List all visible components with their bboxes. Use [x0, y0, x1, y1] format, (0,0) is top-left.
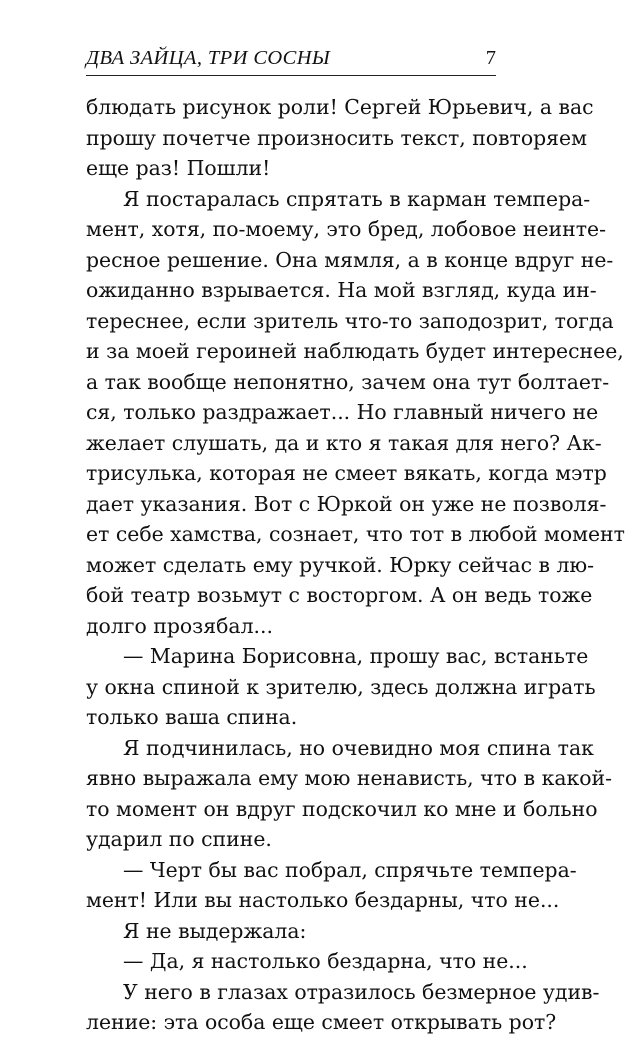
- text-line: — Черт бы вас побрал, спрячьте темпера-: [123, 857, 577, 882]
- text-line: блюдать рисунок роли! Сергей Юрьевич, а вас: [86, 95, 594, 119]
- text-line: мент! Или вы настолько бездарны, что не...: [86, 888, 560, 912]
- text-line: Я постаралась спрятать в карман темпера-: [123, 186, 591, 211]
- text-line: ресное решение. Она мямля, а в конце вдруг не-: [86, 247, 614, 272]
- text-line: явно выражала ему мою ненависть, что в какой-: [86, 766, 613, 790]
- text-line: ление: эта особа еще смеет открывать рот?: [86, 1010, 557, 1034]
- text-line: ся, только раздражает... Но главный ничего не: [86, 400, 599, 424]
- text-line: еще раз! Пошли!: [86, 156, 271, 180]
- text-line: — Да, я настолько бездарна, что не...: [123, 949, 528, 973]
- text-line: долго прозябал...: [86, 613, 273, 638]
- text-line: трисулька, которая не смеет вякать, когда мэтр: [86, 461, 607, 485]
- text-line: ударил по спине.: [86, 827, 272, 851]
- text-line: Я подчинилась, но очевидно моя спина так: [123, 735, 594, 760]
- text-line: ет себе хамства, сознает, что тот в любой момент: [86, 522, 625, 546]
- running-title: ДВА ЗАЙЦА, ТРИ СОСНЫ: [86, 47, 331, 69]
- header-rule: [86, 75, 496, 76]
- text-line: ожиданно взрывается. На мой взгляд, куда ин-: [86, 278, 597, 302]
- text-line: может сделать ему ручкой. Юрку сейчас в лю-: [86, 552, 595, 577]
- text-line: дает указания. Вот с Юркой он уже не позволя-: [86, 491, 607, 516]
- body-text: [86, 92, 625, 1038]
- text-line: а так вообще непонятно, зачем она тут болтает-: [86, 369, 610, 394]
- text-line: Я не выдержала:: [123, 918, 307, 943]
- text-line: и за моей героиней наблюдать будет интереснее,: [86, 339, 624, 363]
- text-line: У него в глазах отразилось безмерное удив-: [123, 979, 600, 1004]
- text-line: бой театр возьмут с восторгом. А он ведь тоже: [86, 583, 593, 607]
- text-line: то момент он вдруг подскочил ко мне и больно: [86, 796, 598, 821]
- text-line: желает слушать, да и кто я такая для него? Ак-: [86, 430, 602, 455]
- page-number: 7: [485, 47, 496, 69]
- text-line: мент, хотя, по-моему, это бред, лобовое неинте-: [86, 217, 606, 241]
- text-line: — Марина Борисовна, прошу вас, встаньте: [123, 644, 589, 668]
- text-line: прошу почетче произносить текст, повторяем: [86, 125, 587, 150]
- text-line: тереснее, если зритель что-то заподозрит, тогда: [86, 308, 614, 333]
- running-header: [86, 43, 496, 73]
- text-line: только ваша спина.: [86, 705, 298, 729]
- text-line: у окна спиной к зрителю, здесь должна играть: [86, 674, 596, 699]
